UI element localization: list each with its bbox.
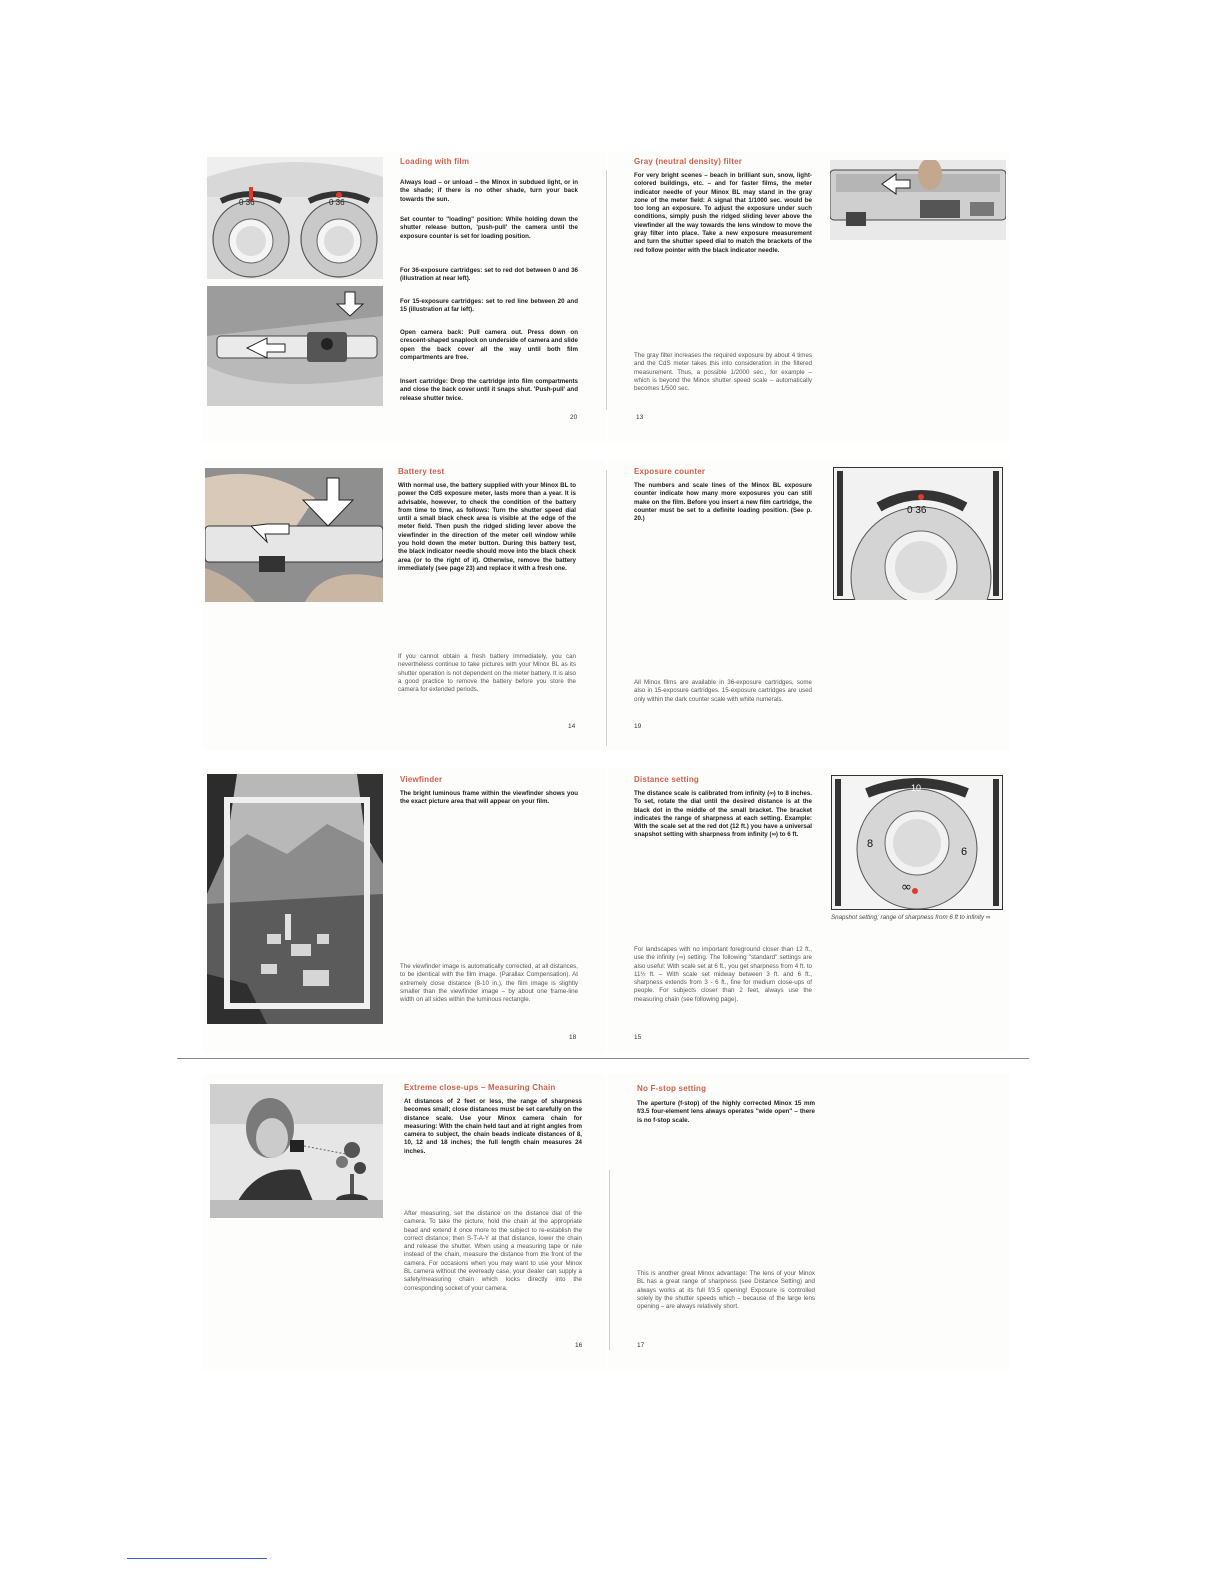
page-number-18: 18 — [569, 1034, 577, 1041]
photo-distance-dial — [831, 775, 1003, 910]
loading-paragraph-1: Always load – or unload – the Minox in subdued light, or in the shade; if there is no other shade, turn your back towards the sun. — [400, 179, 578, 203]
viewfinder-note-text: The viewfinder image is automatically corrected, at all distances, to be identical with the film image. (Parallax Compensation). At extremely close distance (8-10 in.), the film image is slightly smaller than the viewfinder image – by about one frame-line width on all sides within the luminous rectangle. — [400, 963, 578, 1004]
footnote-rule — [127, 1558, 267, 1559]
no-f-stop-main-text: The aperture (f-stop) of the highly corrected Minox 15 mm f/3.5 four-element lens always operates "wide open" – there is no f-stop scale. — [637, 1100, 815, 1124]
heading-viewfinder: Viewfinder — [400, 775, 443, 784]
loading-paragraph-2: Set counter to "loading" position: While holding down the shutter release button, 'push-pull' the camera until the exposure counter is set for loading position. — [400, 216, 578, 240]
page-number-13: 13 — [636, 414, 644, 421]
photo-measuring-chain — [210, 1084, 383, 1218]
distance-label-left: 8 — [867, 838, 874, 850]
battery-test-note-text: If you cannot obtain a fresh battery immediately, you can nevertheless continue to take pictures with your Minox BL as its shutter operation is not dependent on the meter battery. It is also a good practice to remove the battery before you store the camera for extended periods. — [398, 653, 576, 694]
exposure-counter-note-text: All Minox films are available in 36-exposure cartridges, some also in 15-exposure cartridges. 15-exposure cartridges are used only within the dark counter scale with white numerals. — [634, 679, 812, 703]
loading-paragraph-5: Open camera back: Pull camera out. Press down on crescent-shaped snaplock on underside of camera and slide open the back cover all the way until both film compartments are free. — [400, 329, 578, 361]
loading-paragraph-3: For 36-exposure cartridges: set to red dot between 0 and 36 (illustration at near left). — [400, 267, 578, 283]
loading-paragraph-6: Insert cartridge: Drop the cartridge into film compartments and close the back cover until it snaps shut. 'Push-pull' and release shutter twice. — [400, 378, 578, 402]
distance-setting-main-text: The distance scale is calibrated from infinity (∞) to 8 inches. To set, rotate the dial until the desired distance is at the black dot in the middle of the small bracket. The bracket indicates the range of sharpness at each setting. Example: With the scale set at the red dot (12 ft.) you have a universal snapshot setting with sharpness from infinity (∞) to 6 ft. — [634, 790, 812, 839]
heading-exposure-counter: Exposure counter — [634, 467, 706, 476]
heading-battery-test: Battery test — [398, 467, 445, 476]
heading-loading-with-film: Loading with film — [400, 157, 470, 166]
page-number-20: 20 — [570, 414, 578, 421]
photo-counter-dials — [207, 157, 383, 279]
photo-viewfinder-landscape — [207, 774, 383, 1024]
page-number-19: 19 — [634, 723, 642, 730]
viewfinder-main-text: The bright luminous frame within the viewfinder shows you the exact picture area that will appear on your film. — [400, 790, 578, 806]
exposure-dial-label: 0 36 — [907, 505, 927, 516]
gray-filter-note-text: The gray filter increases the required exposure by about 4 times and the CdS meter takes this into consideration in the filtered measurement. Thus, a possible 1/2000 sec., for example – which is beyond the Minox shutter speed scale – automatically becomes 1/500 sec. — [634, 352, 812, 393]
exposure-counter-main-text: The numbers and scale lines of the Minox BL exposure counter indicate how many more exposures you can still make on the film. Before you insert a new film cartridge, the counter must be set to a definite loading position. (See p. 20.) — [634, 482, 812, 523]
distance-label-right: 6 — [961, 846, 968, 858]
close-ups-note-text: After measuring, set the distance on the distance dial of the camera. To take the picture, hold the chain at the appropriate bead and extend it once more to the subject to re-establish the correct distance; then S-T-A-Y at that distance, lower the chain and release the shutter. When using a measuring tape or rule instead of the chain, measure the distance from the front of the camera. For occasions when you may want to use your Minox BL camera without the eveready case, your dealer can supply a safety/measuring chain which locks directly into the corresponding socket of your camera. — [404, 1210, 582, 1292]
distance-setting-note-text: For landscapes with no important foreground closer than 12 ft., use the infinity (∞) setting. The following "standard" settings are also useful: With scale set at 6 ft., you get sharpness from 4 ft. to 11½ ft. – With scale set midway between 3 ft. and 6 ft., sharpness extends from 3 - 6 ft., fine for medium close-ups of people. For subjects closer than 2 feet, always use the measuring chain (see following page). — [634, 946, 812, 1003]
page-number-14: 14 — [568, 723, 576, 730]
photo-exposure-counter-dial — [833, 467, 1003, 600]
distance-dial-caption: Snapshot setting; range of sharpness from 6 ft to infinity ∞ — [831, 914, 991, 921]
heading-no-f-stop: No F-stop setting — [637, 1084, 707, 1093]
no-f-stop-note-text: This is another great Minox advantage: The lens of your Minox BL has a great range of sharpness (see Distance Setting) and always works at its full f/3.5 opening! Exposure is controlled solely by the shutter speeds which – because of the large lens opening – are always relatively short. — [637, 1270, 815, 1311]
photo-battery-test — [205, 468, 383, 602]
heading-extreme-close-ups: Extreme close-ups – Measuring Chain — [404, 1083, 556, 1092]
battery-test-main-text: With normal use, the battery supplied with your Minox BL to power the CdS exposure meter, lasts more than a year. It is advisable, however, to check the condition of the battery from time to time, as follows: Turn the shutter speed dial until a small black check area is visible at the edge of the meter field. Then push the ridged sliding lever above the viewfinder in the direction of the meter cell window while you hold down the meter button. During this battery test, the black indicator needle should move into the black check area (or to the right of it). Otherwise, remove the battery immediately (see page 23) and replace it with a fresh one. — [398, 482, 576, 572]
distance-label-infinity: ∞ — [901, 880, 912, 895]
photo-camera-open-back — [207, 286, 383, 406]
dial-label-a: 0 36 — [239, 198, 255, 207]
page-number-15: 15 — [634, 1034, 642, 1041]
loading-paragraph-4: For 15-exposure cartridges: set to red line between 20 and 15 (illustration at far left). — [400, 298, 578, 314]
gutter-spread-4 — [609, 1170, 610, 1350]
gutter-spread-2 — [606, 470, 607, 746]
distance-label-top: 10 — [911, 783, 922, 793]
heading-gray-filter: Gray (neutral density) filter — [634, 157, 743, 166]
gutter-spread-1 — [606, 170, 607, 410]
close-ups-main-text: At distances of 2 feet or less, the range of sharpness becomes small; close distances must be set carefully on the distance scale. Use your Minox camera chain for measuring: With the chain held taut and at right angles from camera to subject, the chain beads indicate distances of 8, 10, 12 and 18 inches; the full length chain measures 24 inches. — [404, 1098, 582, 1155]
photo-camera-slider — [830, 160, 1006, 240]
page-number-17: 17 — [637, 1342, 645, 1349]
page-number-16: 16 — [575, 1342, 583, 1349]
gray-filter-main-text: For very bright scenes – beach in brilliant sun, snow, light-colored buildings, etc. – and for faster films, the meter indicator needle of your Minox BL may stand in the gray zone of the meter field: A signal that 1/1000 sec. would be too long an exposure. To adjust the exposure under such conditions, simply push the ridged sliding lever above the viewfinder all the way towards the lens window to move the gray filter into place. Take a new exposure measurement and turn the shutter speed dial to match the brackets of the red follow pointer with the black indicator needle. — [634, 172, 812, 254]
dial-label-b: 0 36 — [329, 198, 345, 207]
divider-rule — [177, 1058, 1029, 1059]
heading-distance-setting: Distance setting — [634, 775, 699, 784]
